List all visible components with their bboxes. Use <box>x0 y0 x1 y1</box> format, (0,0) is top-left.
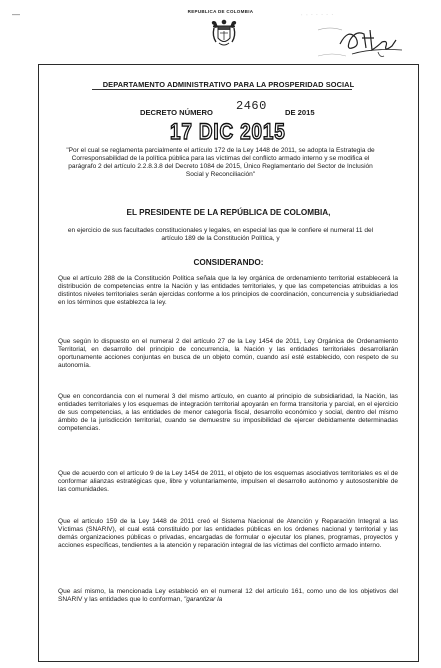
decree-number: 2460 <box>236 99 267 113</box>
decree-label: DECRETO NÚMERO <box>140 108 213 117</box>
decree-year: DE 2015 <box>285 108 315 117</box>
stamp-text: · · · · · · · <box>300 11 335 19</box>
paragraph-6-italic: "garantizar la <box>183 596 223 604</box>
decree-summary: "Por el cual se reglamenta parcialmente el artículo 172 de la Ley 1448 de 2011, se adopta la Estrategia de Corresponsabilidad de la política pública para las víctimas del conflicto armado interno y se modifica el parágrafo 2 del artículo 2.2.8.3.8 del Decreto 1084 de 2015, Único Reglamentario del Sector de Inclusión Social y Reconciliación" <box>66 147 375 179</box>
date-stamp: 17 DIC 2015 <box>170 119 286 144</box>
handwritten-signature <box>312 20 410 62</box>
paragraph-4: Que de acuerdo con el artículo 9 de la Ley 1454 de 2011, el objeto de los esquemas asociativos territoriales es el de conformar alianzas estratégicas que, libre y voluntariamente, impulsen el desarrollo autónomo y autosostenible de las comunidades. <box>58 470 398 494</box>
department-name: DEPARTAMENTO ADMINISTRATIVO PARA LA PROSPERIDAD SOCIAL <box>102 80 355 89</box>
margin-dash: — <box>12 10 20 19</box>
department-underline <box>92 89 352 90</box>
paragraph-6-text: Que así mismo, la mencionada Ley estableció en el numeral 12 del artículo 161, como uno de los objetivos del SNARIV y las entidades que lo conforman, <box>58 588 398 604</box>
paragraph-2: Que según lo dispuesto en el numeral 2 del artículo 27 de la Ley 1454 de 2011, Ley Orgánica de Ordenamiento Territorial, en desarrollo del principio de concurrencia, la Nación y las entidades territoriales desarrollarán oportunamente acciones conjuntas en busca de un objeto común, cuando así esté establecido, con respeto de su autonomía. <box>58 338 398 370</box>
paragraph-1: Que el artículo 288 de la Constitución Política señala que la ley orgánica de ordenamiento territorial establecerá la distribución de competencias entre la Nación y las entidades territoriales, y que las competencias atribuidas a los distintos niveles territoriales serán ejercidas conforme a los principios de coordinación, concurrencia y subsidiariedad en los términos que establezca la ley. <box>58 275 398 307</box>
authority-statement: en ejercicio de sus facultades constitucionales y legales, en especial las que le confiere el numeral 11 del artículo 189 de la Constitución Política, y <box>67 227 374 243</box>
considerando-heading: CONSIDERANDO: <box>193 258 264 267</box>
president-title: EL PRESIDENTE DE LA REPÚBLICA DE COLOMBIA, <box>126 208 331 217</box>
coat-of-arms-icon <box>210 18 238 50</box>
paragraph-3: Que en concordancia con el numeral 3 del mismo artículo, en cuanto al principio de subsidiaridad, la Nación, las entidades territoriales y los esquemas de integración territorial apoyarán en forma transitoria y parcial, en el ejercicio de sus competencias, a las entidades de menor categoría fiscal, desarrollo económico y social, dentro del mismo ámbito de la jurisdicción territorial, cuando se demuestre su imposibilidad de ejercer debidamente determinadas competencias. <box>58 393 398 433</box>
republic-label: REPUBLICA DE COLOMBIA <box>187 9 254 14</box>
decree-header <box>0 99 441 119</box>
paragraph-5: Que el artículo 159 de la Ley 1448 de 2011 creó el Sistema Nacional de Atención y Reparación Integral a las Víctimas (SNARIV), el cual está constituido por las entidades públicas en los órdenes nacional y territorial y las demás organizaciones públicas o privadas, encargadas de formular o ejecutar los planes, programas, proyectos y acciones específicas, tendientes a la atención y reparación integral de las víctimas del conflicto armado interno. <box>58 518 398 550</box>
paragraph-6 <box>58 588 398 604</box>
